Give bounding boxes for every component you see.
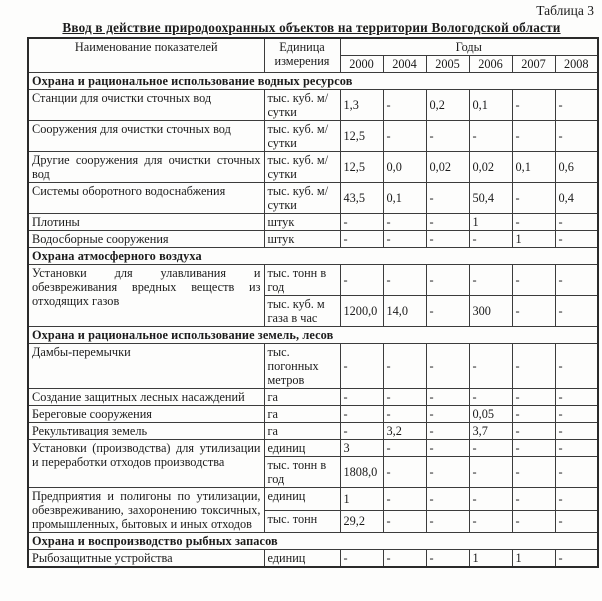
unit-cell: га [264, 406, 340, 423]
header-year-2007: 2007 [512, 56, 555, 73]
table-row [28, 406, 598, 423]
value-cell: - [426, 214, 469, 231]
value-cell: - [340, 231, 383, 248]
value-cell: - [469, 231, 512, 248]
unit-cell: тыс. погонных метров [264, 344, 340, 389]
header-name-col: Наименование показателей [28, 38, 264, 73]
header-year-2000: 2000 [340, 56, 383, 73]
value-cell: - [426, 406, 469, 423]
value-cell: - [426, 344, 469, 389]
value-cell: - [555, 231, 598, 248]
indicator-name-cell: Другие сооружения для очистки сточных вод [28, 152, 264, 183]
value-cell: 0,2 [426, 90, 469, 121]
section-label: Охрана атмосферного воздуха [28, 248, 598, 265]
table-row [28, 214, 598, 231]
value-cell: 0,02 [469, 152, 512, 183]
value-cell: - [426, 457, 469, 488]
indicator-name-cell: Рекультивация земель [28, 423, 264, 440]
header-year-2004: 2004 [383, 56, 426, 73]
value-cell: - [426, 423, 469, 440]
document-title: Ввод в действие природоохранных объектов на территории Вологодской области [62, 20, 561, 35]
value-cell: - [512, 440, 555, 457]
header-unit-col: Единица измерения [264, 38, 340, 73]
value-cell: - [555, 344, 598, 389]
value-cell: 29,2 [340, 510, 383, 533]
indicator-name-cell: Сооружения для очистки сточных вод [28, 121, 264, 152]
value-cell: 0,0 [383, 152, 426, 183]
value-cell: - [555, 214, 598, 231]
value-cell: 1 [512, 550, 555, 568]
value-cell: - [426, 121, 469, 152]
value-cell: - [383, 406, 426, 423]
value-cell: - [426, 510, 469, 533]
table-row [28, 550, 598, 568]
table-row [28, 265, 598, 296]
value-cell: - [383, 121, 426, 152]
value-cell: - [469, 265, 512, 296]
value-cell: - [426, 488, 469, 511]
value-cell: - [383, 90, 426, 121]
value-cell: 1200,0 [340, 296, 383, 327]
value-cell: - [555, 389, 598, 406]
header-years-group: Годы [340, 38, 598, 56]
value-cell: - [383, 488, 426, 511]
value-cell: - [512, 457, 555, 488]
value-cell: - [555, 488, 598, 511]
value-cell: 0,1 [512, 152, 555, 183]
header-row-top [28, 38, 598, 56]
value-cell: - [512, 488, 555, 511]
value-cell: - [555, 90, 598, 121]
value-cell: - [512, 265, 555, 296]
section-row [28, 248, 598, 265]
value-cell: 3,7 [469, 423, 512, 440]
unit-cell: единиц [264, 440, 340, 457]
value-cell: 0,02 [426, 152, 469, 183]
value-cell: - [426, 296, 469, 327]
unit-cell: тыс. тонн [264, 510, 340, 533]
value-cell: 14,0 [383, 296, 426, 327]
table-row [28, 231, 598, 248]
value-cell: 43,5 [340, 183, 383, 214]
section-row [28, 533, 598, 550]
value-cell: - [512, 406, 555, 423]
value-cell: - [426, 550, 469, 568]
value-cell: 0,1 [469, 90, 512, 121]
value-cell: 12,5 [340, 121, 383, 152]
unit-cell: тыс. тонн в год [264, 457, 340, 488]
value-cell: - [555, 296, 598, 327]
value-cell: - [555, 121, 598, 152]
value-cell: - [469, 344, 512, 389]
value-cell: - [512, 183, 555, 214]
value-cell: 0,1 [383, 183, 426, 214]
value-cell: 1,3 [340, 90, 383, 121]
indicator-name-cell: Создание защитных лесных насаждений [28, 389, 264, 406]
table-row [28, 152, 598, 183]
header-year-2005: 2005 [426, 56, 469, 73]
indicator-name-cell: Дамбы-перемычки [28, 344, 264, 389]
table-row [28, 488, 598, 511]
value-cell: - [426, 389, 469, 406]
value-cell: 1 [469, 550, 512, 568]
value-cell: - [383, 457, 426, 488]
table-row [28, 389, 598, 406]
unit-cell: единиц [264, 550, 340, 568]
indicator-name-cell: Водосборные сооружения [28, 231, 264, 248]
unit-cell: га [264, 389, 340, 406]
value-cell: - [512, 90, 555, 121]
indicator-name-cell: Рыбозащитные устройства [28, 550, 264, 568]
table-row [28, 344, 598, 389]
value-cell: 0,6 [555, 152, 598, 183]
table-row [28, 121, 598, 152]
value-cell: - [555, 406, 598, 423]
section-label: Охрана и воспроизводство рыбных запасов [28, 533, 598, 550]
unit-cell: тыс. куб. м/ сутки [264, 121, 340, 152]
indicator-name-cell: Предприятия и полигоны по утилизации, обезвреживанию, захоронению токсичных, промышленных, бытовых и иных отходов [28, 488, 264, 533]
value-cell: - [512, 214, 555, 231]
indicator-name-cell: Установки (производства) для утилизации и переработки отходов производства [28, 440, 264, 488]
value-cell: - [512, 423, 555, 440]
unit-cell: тыс. куб. м/ сутки [264, 183, 340, 214]
value-cell: - [383, 510, 426, 533]
value-cell: - [469, 457, 512, 488]
table-body [28, 73, 598, 568]
value-cell: 1 [469, 214, 512, 231]
value-cell: 0,4 [555, 183, 598, 214]
value-cell: - [469, 510, 512, 533]
unit-cell: штук [264, 214, 340, 231]
value-cell: - [340, 389, 383, 406]
value-cell: - [512, 389, 555, 406]
indicator-name-cell: Береговые сооружения [28, 406, 264, 423]
value-cell: - [383, 231, 426, 248]
section-label: Охрана и рациональное использование земель, лесов [28, 327, 598, 344]
unit-cell: единиц [264, 488, 340, 511]
value-cell: - [426, 231, 469, 248]
value-cell: - [512, 344, 555, 389]
value-cell: - [512, 510, 555, 533]
value-cell: 1 [512, 231, 555, 248]
value-cell: - [512, 296, 555, 327]
table-header [28, 38, 598, 73]
value-cell: 1808,0 [340, 457, 383, 488]
value-cell: - [340, 423, 383, 440]
indicator-name-cell: Установки для улавливания и обезвреживания вредных веществ из отходящих газов [28, 265, 264, 327]
value-cell: - [383, 389, 426, 406]
unit-cell: тыс. тонн в год [264, 265, 340, 296]
header-year-2008: 2008 [555, 56, 598, 73]
value-cell: - [469, 440, 512, 457]
indicator-name-cell: Системы оборотного водоснабжения [28, 183, 264, 214]
value-cell: - [555, 440, 598, 457]
section-row [28, 327, 598, 344]
value-cell: - [383, 440, 426, 457]
header-year-2006: 2006 [469, 56, 512, 73]
value-cell: 300 [469, 296, 512, 327]
value-cell: - [340, 550, 383, 568]
section-label: Охрана и рациональное использование водных ресурсов [28, 73, 598, 90]
value-cell: 3 [340, 440, 383, 457]
value-cell: 1 [340, 488, 383, 511]
value-cell: - [383, 550, 426, 568]
value-cell: - [340, 344, 383, 389]
value-cell: - [469, 121, 512, 152]
value-cell: - [555, 265, 598, 296]
value-cell: - [426, 440, 469, 457]
value-cell: 12,5 [340, 152, 383, 183]
unit-cell: штук [264, 231, 340, 248]
value-cell: - [555, 423, 598, 440]
value-cell: - [426, 265, 469, 296]
value-cell: - [383, 265, 426, 296]
unit-cell: тыс. куб. м газа в час [264, 296, 340, 327]
section-row [28, 73, 598, 90]
value-cell: 3,2 [383, 423, 426, 440]
value-cell: - [555, 510, 598, 533]
value-cell: - [340, 214, 383, 231]
indicator-name-cell: Станции для очистки сточных вод [28, 90, 264, 121]
indicator-name-cell: Плотины [28, 214, 264, 231]
table-row [28, 183, 598, 214]
value-cell: - [555, 550, 598, 568]
value-cell: 50,4 [469, 183, 512, 214]
value-cell: - [512, 121, 555, 152]
table-row [28, 90, 598, 121]
value-cell: - [469, 389, 512, 406]
value-cell: - [555, 457, 598, 488]
value-cell: 0,05 [469, 406, 512, 423]
value-cell: - [469, 488, 512, 511]
environment-facilities-table [27, 37, 599, 568]
value-cell: - [340, 265, 383, 296]
value-cell: - [426, 183, 469, 214]
unit-cell: тыс. куб. м/ сутки [264, 152, 340, 183]
table-row [28, 423, 598, 440]
table-row [28, 440, 598, 457]
value-cell: - [383, 344, 426, 389]
table-number-label: Таблица 3 [536, 3, 594, 18]
unit-cell: тыс. куб. м/ сутки [264, 90, 340, 121]
value-cell: - [340, 406, 383, 423]
value-cell: - [383, 214, 426, 231]
unit-cell: га [264, 423, 340, 440]
